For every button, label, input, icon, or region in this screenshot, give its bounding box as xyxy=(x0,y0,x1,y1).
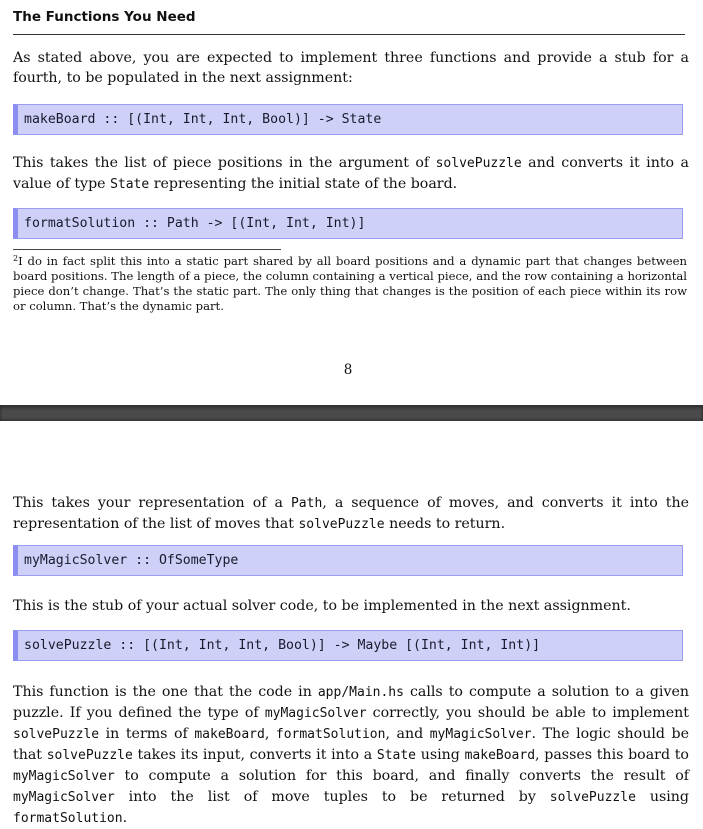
section-rule xyxy=(13,34,685,35)
page-number: 8 xyxy=(343,362,353,378)
footnote-mark: 2 xyxy=(13,254,19,263)
code-block-formatsolution[interactable]: formatSolution :: Path -> [(Int, Int, Int)] xyxy=(13,208,683,239)
page-9 xyxy=(0,421,703,826)
code-block-mymagicsolver[interactable]: myMagicSolver :: OfSomeType xyxy=(13,545,683,576)
code-block-solvepuzzle[interactable]: solvePuzzle :: [(Int, Int, Int, Bool)] -> Maybe [(Int, Int, Int)] xyxy=(13,630,683,661)
footnote-rule xyxy=(13,249,281,250)
code-block-makeboard[interactable]: makeBoard :: [(Int, Int, Int, Bool)] -> State xyxy=(13,104,683,135)
makeboard-description: This takes the list of piece positions in the argument of solvePuzzle and converts it into a value of type State representing the initial state of the board. xyxy=(13,155,689,192)
footnote: $^2$I do in fact split this into a static part shared by all board positions and a dynamic part that changes between board positions. The length of a piece, the column containing a vertical piece, and the row containing a horizontal piece don’t change. That’s the static part. The only thing that changes is the position of each piece within its row or column. That’s the dynamic part. xyxy=(13,254,687,313)
page-8 xyxy=(0,0,703,405)
solvepuzzle-description: This function is the one that the code in app/Main.hs calls to compute a solution to a given puzzle. If you defined the type of myMagicSolver correctly, you should be able to implement solvePuzzle in terms of makeBoard, formatSolution, and myMagicSolver. The logic should be that solvePuzzle takes its input, converts it into a State using makeBoard, passes this board to myMagicSolver to compute a solution for this board, and finally converts the result of myMagicSolver into the list of move tuples to be returned by solvePuzzle using formatSolution. xyxy=(13,684,689,826)
intro-paragraph: As stated above, you are expected to implement three functions and provide a stub for a fourth, to be populated in the next assignment: xyxy=(13,50,689,86)
formatsolution-description: This takes your representation of a Path, a sequence of moves, and converts it into the representation of the list of moves that solvePuzzle needs to return. xyxy=(13,495,690,532)
mymagicsolver-description: This is the stub of your actual solver code, to be implemented in the next assignment. xyxy=(13,598,631,614)
page-separator xyxy=(0,405,703,421)
section-title: The Functions You Need xyxy=(13,9,196,25)
